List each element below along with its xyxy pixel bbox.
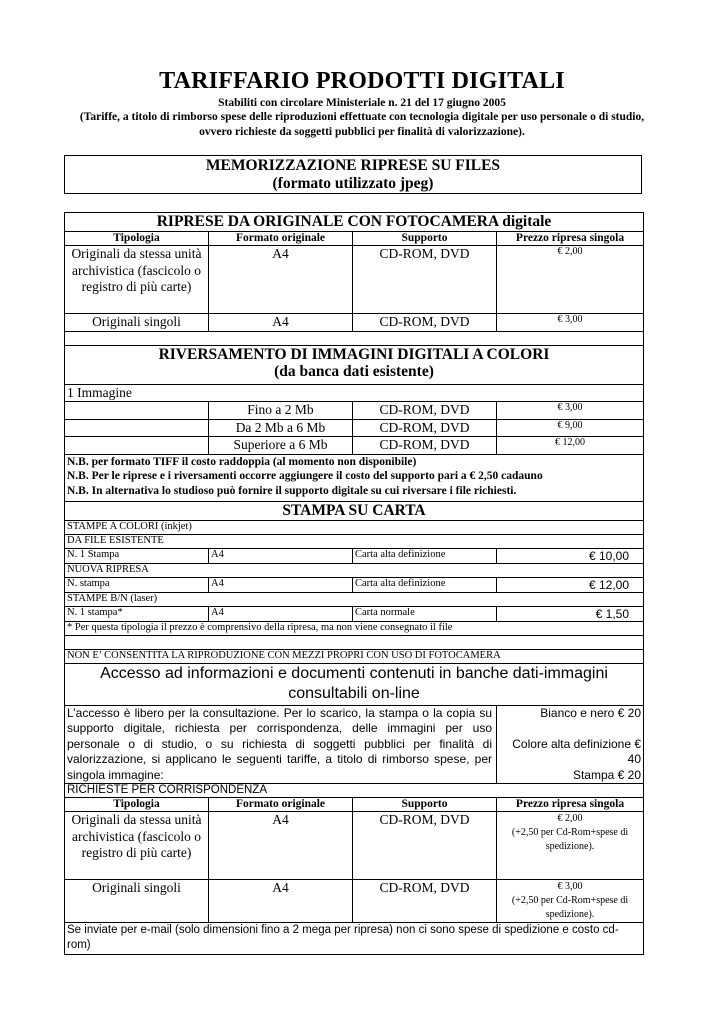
page-subtitle: Stabiliti con circolare Ministeriale n. 21 del 17 giugno 2005 — [218, 97, 506, 109]
footnote: * Per questa tipologia il prezzo è comprensivo della ripresa, ma non viene consegnato il file — [65, 621, 644, 635]
section-title-riversamento — [65, 345, 644, 384]
cell-formato: A4 — [209, 548, 353, 563]
col-header: Formato originale — [209, 232, 353, 246]
box-line-1: MEMORIZZAZIONE RIPRESE SU FILES — [205, 157, 501, 174]
cell-supporto: CD-ROM, DVD — [353, 812, 497, 880]
cell-supporto: CD-ROM, DVD — [353, 402, 497, 420]
cell-prezzo — [497, 880, 644, 923]
table-row — [65, 784, 644, 798]
table-row — [65, 384, 644, 402]
cell-formato: A4 — [209, 606, 353, 621]
cell-supporto: CD-ROM, DVD — [353, 880, 497, 923]
section-title-accesso: Accesso ad informazioni e documenti contenuti in banche dati-immagini consultabili on-line — [65, 663, 644, 705]
nb-notes — [65, 454, 644, 501]
da-file-label: DA FILE ESISTENTE — [65, 534, 644, 548]
price-stampa: Stampa € 20 — [572, 767, 642, 782]
richieste-corrispondenza-label: RICHIESTE PER CORRISPONDENZA — [65, 784, 644, 798]
table-row — [65, 402, 644, 420]
table-row — [65, 548, 644, 563]
table-row — [65, 705, 644, 784]
cell-prezzo — [497, 812, 644, 880]
stampe-bn-label: STAMPE B/N (laser) — [65, 592, 644, 606]
cell-tipologia: Originali singoli — [65, 880, 209, 923]
cell-formato: A4 — [209, 577, 353, 592]
section-title-row — [65, 501, 644, 520]
cell-tipologia: Originali da stessa unità archivistica (fascicolo o registro di più carte) — [65, 812, 209, 880]
col-header: Prezzo ripresa singola — [497, 798, 644, 812]
notes-row — [65, 454, 644, 501]
table-row — [65, 649, 644, 663]
cell-supporto: CD-ROM, DVD — [353, 437, 497, 455]
cell-prezzo: € 1,50 — [497, 606, 644, 621]
spacer-row — [65, 331, 644, 345]
cell-carta: Carta alta definizione — [353, 577, 497, 592]
cell-formato: A4 — [209, 880, 353, 923]
section-title-stampa: STAMPA SU CARTA — [65, 501, 644, 520]
table-row — [65, 606, 644, 621]
cell-carta: Carta normale — [353, 606, 497, 621]
table-row — [65, 592, 644, 606]
table-row — [65, 577, 644, 592]
nuova-ripresa-label: NUOVA RIPRESA — [65, 563, 644, 577]
cell-tipologia: Originali da stessa unità archivistica (fascicolo o registro di più carte) — [65, 246, 209, 314]
page-title: TARIFFARIO PRODOTTI DIGITALI — [159, 68, 565, 94]
prezzo-value: € 3,00 — [557, 881, 583, 892]
cell-stampa: N. stampa — [65, 577, 209, 592]
cell-prezzo: € 3,00 — [497, 402, 644, 420]
cell-formato: A4 — [209, 246, 353, 314]
cell-stampa: N. 1 stampa* — [65, 606, 209, 621]
cell-prezzo: € 9,00 — [497, 419, 644, 437]
section-title-line-1: RIVERSAMENTO DI IMMAGINI DIGITALI A COLORI — [158, 345, 550, 363]
cell-carta: Carta alta definizione — [353, 548, 497, 563]
col-header: Tipologia — [65, 798, 209, 812]
page-note: (Tariffe, a titolo di rimborso spese delle riproduzioni effettuate con tecnologia digitale per uso personale o di studio, ovvero richieste da soggetti pubblici per finalità di valorizzazione). — [79, 111, 645, 138]
cell-prezzo: € 2,00 — [497, 246, 644, 314]
price-bianco-nero: Bianco e nero € 20 — [540, 705, 642, 720]
col-header: Supporto — [353, 232, 497, 246]
cell-formato: A4 — [209, 812, 353, 880]
cell-supporto: CD-ROM, DVD — [353, 314, 497, 332]
section-title-row — [65, 663, 644, 705]
col-header: Supporto — [353, 798, 497, 812]
nb-note-3: N.B. In alternativa lo studioso può fornire il supporto digitale su cui riversare i file richiesti. — [67, 484, 517, 497]
box-line-2: (formato utilizzato jpeg) — [272, 175, 434, 192]
table-row — [65, 621, 644, 635]
cell-formato: A4 — [209, 314, 353, 332]
table-row — [65, 314, 644, 332]
table-row — [65, 520, 644, 534]
table-row — [65, 437, 644, 455]
section-title-row — [65, 213, 644, 232]
stampe-colori-label: STAMPE A COLORI (inkjet) — [65, 520, 644, 534]
cell-prezzo: € 10,00 — [497, 548, 644, 563]
cell-dimensione: Da 2 Mb a 6 Mb — [209, 419, 353, 437]
table-row — [65, 812, 644, 880]
nb-note-2: N.B. Per le riprese e i riversamenti occorre aggiungere il costo del supporto pari a € 2,50 cadauno — [67, 470, 543, 482]
nb-note-1: N.B. per formato TIFF il costo raddoppia (al momento non disponibile) — [67, 455, 417, 468]
notice-fotocamera: NON E’ CONSENTITA LA RIPRODUZIONE CON MEZZI PROPRI CON USO DI FOTOCAMERA — [65, 649, 644, 663]
table-row — [65, 563, 644, 577]
table-row — [65, 419, 644, 437]
table-header-row — [65, 798, 644, 812]
price-colore: Colore alta definizione € 40 — [512, 736, 642, 766]
email-note: Se inviate per e-mail (solo dimensioni fino a 2 mega per ripresa) non ci sono spese di spedizione e costo cd-rom) — [65, 923, 644, 955]
prezzo-note: (+2,50 per Cd-Rom+spese di spedizione). — [511, 827, 629, 852]
prezzo-note: (+2,50 per Cd-Rom+spese di spedizione). — [511, 895, 629, 920]
cell-prezzo: € 12,00 — [497, 577, 644, 592]
tariff-table — [64, 212, 644, 955]
cell-prezzo: € 12,00 — [497, 437, 644, 455]
cell-supporto: CD-ROM, DVD — [353, 246, 497, 314]
table-row — [65, 880, 644, 923]
memorizzazione-box — [64, 155, 642, 194]
accesso-text: L’accesso è libero per la consultazione. Per lo scarico, la stampa o la copia su supporto digitale, richiesta per corrispondenza, delle immagini per uso personale o di studio, o su richiesta di soggetti pubblici per finalità di valorizzazione, si applicano le seguenti tariffe, a titolo di rimborso spese, per singola immagine: — [65, 705, 497, 784]
cell-supporto: CD-ROM, DVD — [353, 419, 497, 437]
table-row — [65, 534, 644, 548]
accesso-prices — [497, 705, 644, 784]
section-title-riprese: RIPRESE DA ORIGINALE CON FOTOCAMERA digitale — [65, 213, 644, 232]
table-row — [65, 246, 644, 314]
immagine-label: 1 Immagine — [65, 384, 644, 402]
cell-tipologia: Originali singoli — [65, 314, 209, 332]
table-row — [65, 923, 644, 955]
spacer-row — [65, 635, 644, 649]
cell-dimensione: Fino a 2 Mb — [209, 402, 353, 420]
table-header-row — [65, 232, 644, 246]
prezzo-value: € 2,00 — [557, 813, 583, 824]
col-header: Formato originale — [209, 798, 353, 812]
section-title-line-2: (da banca dati esistente) — [274, 362, 434, 380]
cell-prezzo: € 3,00 — [497, 314, 644, 332]
section-title-row — [65, 345, 644, 384]
cell-dimensione: Superiore a 6 Mb — [209, 437, 353, 455]
cell-stampa: N. 1 Stampa — [65, 548, 209, 563]
col-header: Tipologia — [65, 232, 209, 246]
col-header: Prezzo ripresa singola — [497, 232, 644, 246]
